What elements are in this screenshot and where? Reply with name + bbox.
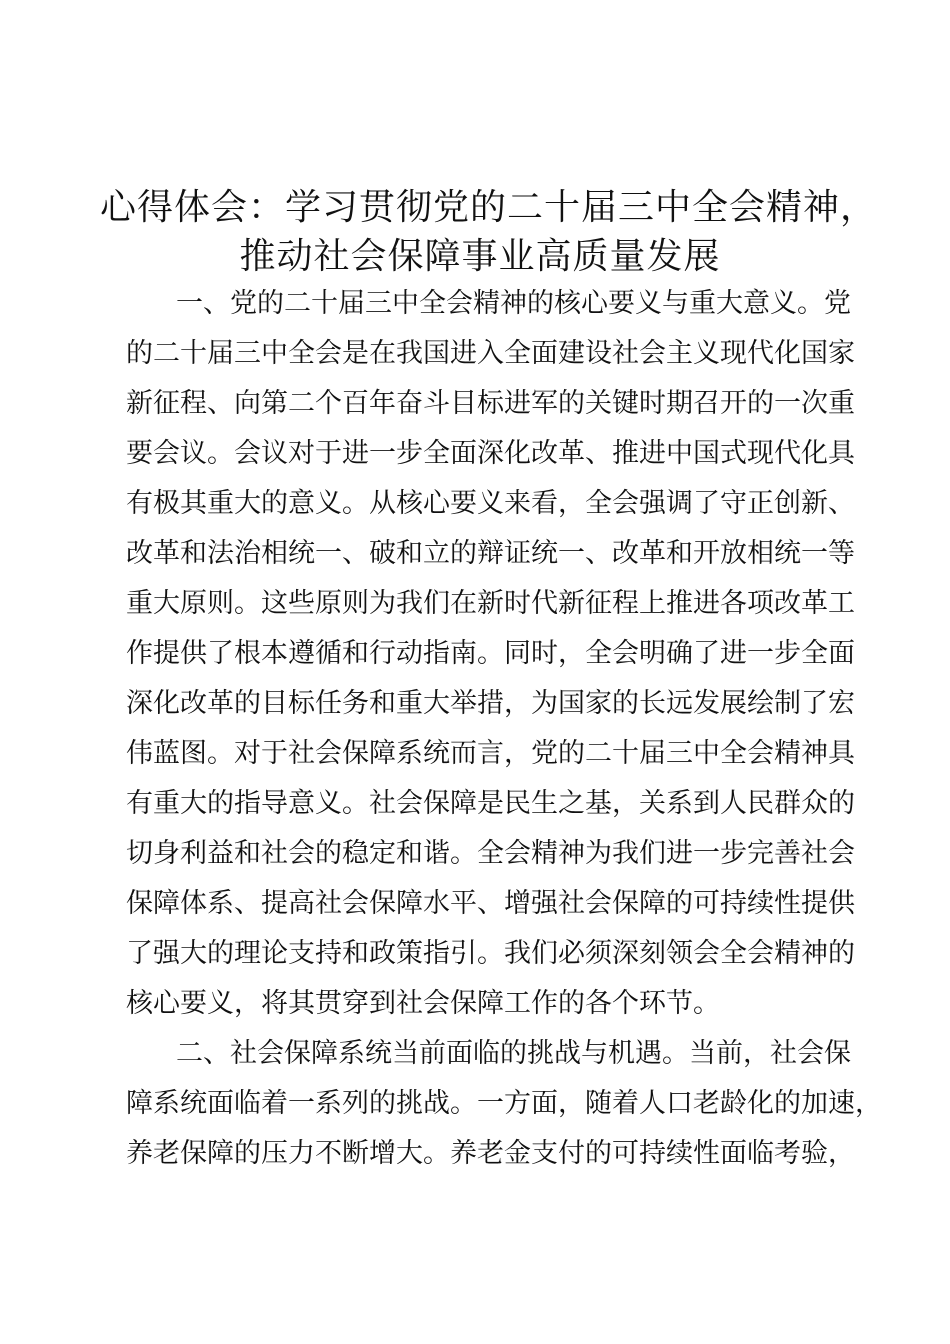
- paragraph-1-line-14: 了强大的理论支持和政策指引。我们必须深刻领会全会精神的: [126, 938, 855, 969]
- paragraph-2-line-1: 二、社会保障系统当前面临的挑战与机遇。当前，社会保: [176, 1038, 851, 1069]
- document-title-line-2: 推动社会保障事业高质量发展: [239, 236, 721, 277]
- paragraph-1-line-6: 改革和法治相统一、破和立的辩证统一、改革和开放相统一等: [126, 538, 855, 569]
- paragraph-2-line-3: 养老保障的压力不断增大。养老金支付的可持续性面临考验，: [126, 1138, 855, 1169]
- paragraph-1-line-3: 新征程、向第二个百年奋斗目标进军的关键时期召开的一次重: [126, 388, 855, 419]
- paragraph-1-line-5: 有极其重大的意义。从核心要义来看，全会强调了守正创新、: [126, 488, 855, 519]
- paragraph-1-line-9: 深化改革的目标任务和重大举措，为国家的长远发展绘制了宏: [126, 688, 855, 719]
- document-title-line-1: 心得体会：学习贯彻党的二十届三中全会精神，: [100, 187, 878, 228]
- paragraph-1-line-4: 要会议。会议对于进一步全面深化改革、推进中国式现代化具: [126, 438, 855, 469]
- paragraph-1-line-10: 伟蓝图。对于社会保障系统而言，党的二十届三中全会精神具: [126, 738, 855, 769]
- paragraph-1-line-12: 切身利益和社会的稳定和谐。全会精神为我们进一步完善社会: [126, 838, 855, 869]
- paragraph-1-line-15: 核心要义，将其贯穿到社会保障工作的各个环节。: [126, 988, 720, 1019]
- paragraph-1-line-1: 一、党的二十届三中全会精神的核心要义与重大意义。党: [176, 288, 851, 319]
- paragraph-1-line-8: 作提供了根本遵循和行动指南。同时，全会明确了进一步全面: [126, 638, 855, 669]
- paragraph-1-line-2: 的二十届三中全会是在我国进入全面建设社会主义现代化国家: [126, 338, 855, 369]
- paragraph-1-line-7: 重大原则。这些原则为我们在新时代新征程上推进各项改革工: [126, 588, 855, 619]
- paragraph-1-line-11: 有重大的指导意义。社会保障是民生之基，关系到人民群众的: [126, 788, 855, 819]
- paragraph-1-line-13: 保障体系、提高社会保障水平、增强社会保障的可持续性提供: [126, 888, 855, 919]
- paragraph-2-line-2: 障系统面临着一系列的挑战。一方面，随着人口老龄化的加速，: [126, 1088, 882, 1119]
